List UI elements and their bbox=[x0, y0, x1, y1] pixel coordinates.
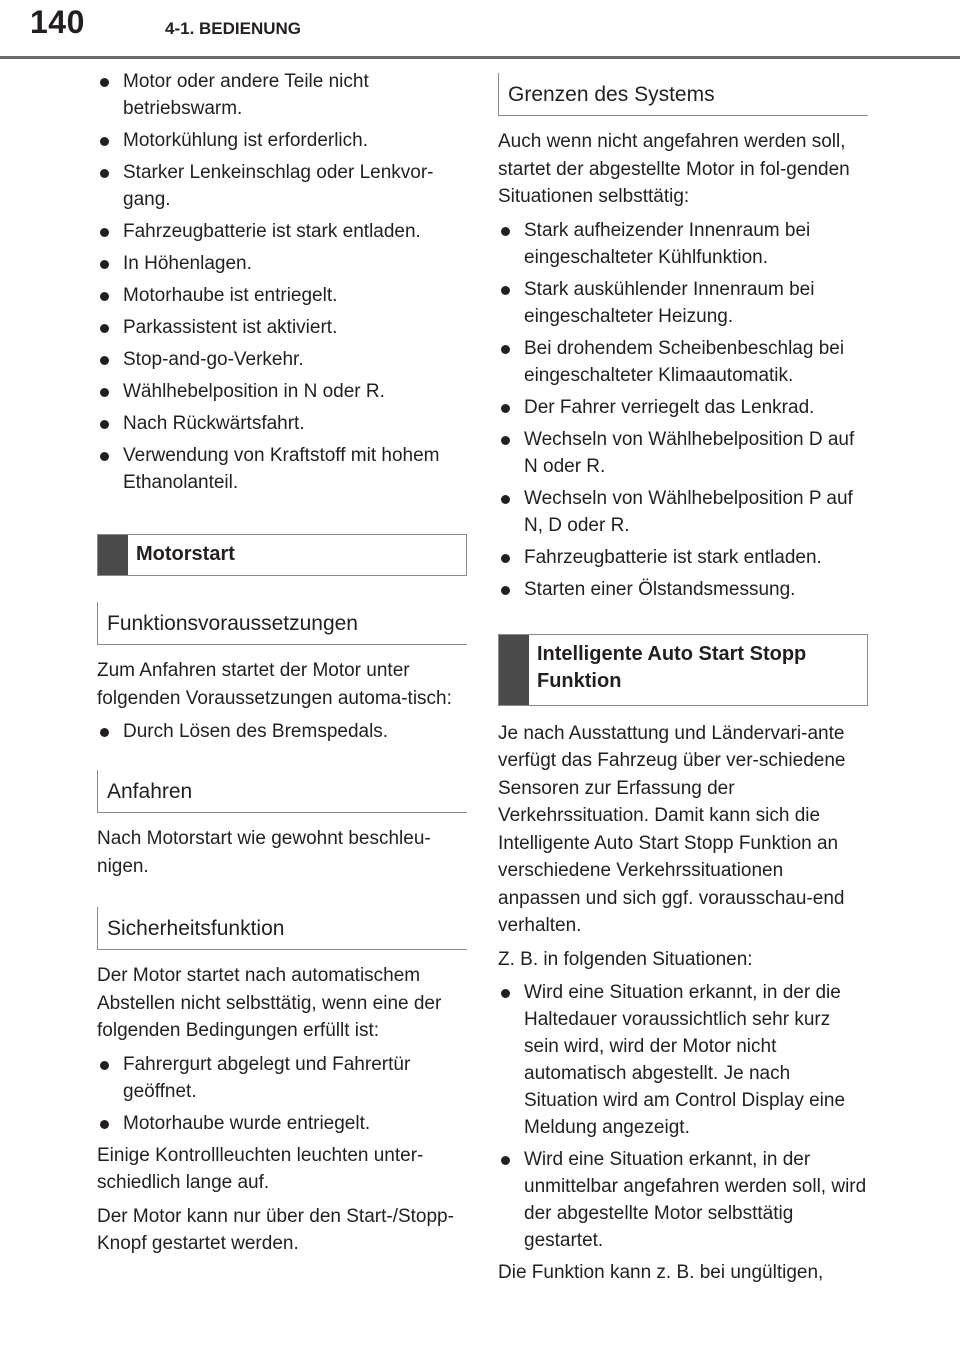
header-rule bbox=[0, 56, 960, 59]
list-item: Parkassistent ist aktiviert. bbox=[97, 314, 467, 341]
list-item: Fahrzeugbatterie ist stark entladen. bbox=[97, 218, 467, 245]
section-title: Motorstart bbox=[136, 543, 235, 565]
section-title: Intelligente Auto Start Stopp Funktion bbox=[537, 642, 807, 692]
paragraph: Je nach Ausstattung und Ländervari-ante verfügt das Fahrzeug über ver-schiedene Sensoren zur Erfassung der Verkehrssituation. Damit kann sich die Intelligente Auto Start Stopp Funktion an verschiedene Verkehrssituationen anpassen und sich ggf. vorausschau-end verhalten. bbox=[498, 722, 846, 936]
paragraph: Nach Motorstart wie gewohnt beschleu-nigen. bbox=[97, 828, 431, 877]
list-item: Bei drohendem Scheibenbeschlag bei eingeschalteter Klimaautomatik. bbox=[498, 335, 868, 389]
condition-list bbox=[97, 1051, 467, 1137]
paragraph: Z. B. in folgenden Situationen: bbox=[498, 948, 753, 970]
page-number: 140 bbox=[30, 4, 85, 40]
subheading-title: Sicherheitsfunktion bbox=[107, 917, 285, 940]
subheading-grenzen bbox=[498, 73, 868, 116]
list-item: Stark aufheizender Innenraum bei eingeschalteter Kühlfunktion. bbox=[498, 217, 868, 271]
section-marker bbox=[499, 635, 529, 705]
list-item: Wählhebelposition in N oder R. bbox=[97, 378, 467, 405]
subheading-title: Anfahren bbox=[107, 780, 193, 803]
list-item: Verwendung von Kraftstoff mit hohem Ethanolanteil. bbox=[97, 442, 467, 496]
list-item: Wird eine Situation erkannt, in der die Haltedauer voraussichtlich sehr kurz sein wird, wird der Motor nicht automatisch abgestellt. Je nach Situation wird am Control Display eine Meldung angezeigt. bbox=[498, 979, 868, 1141]
paragraph: Der Motor kann nur über den Start-/Stopp-Knopf gestartet werden. bbox=[97, 1205, 454, 1254]
list-item: Nach Rückwärtsfahrt. bbox=[97, 410, 467, 437]
condition-list bbox=[498, 217, 868, 603]
list-item: Fahrergurt abgelegt und Fahrertür geöffnet. bbox=[97, 1051, 467, 1105]
section-heading-motorstart bbox=[97, 534, 467, 576]
condition-list bbox=[498, 979, 868, 1254]
left-column bbox=[97, 68, 467, 1264]
subheading-anfahren bbox=[97, 770, 467, 813]
list-item: Wechseln von Wählhebelposition D auf N oder R. bbox=[498, 426, 868, 480]
chapter-title: 4-1. BEDIENUNG bbox=[165, 19, 302, 38]
condition-list bbox=[97, 68, 467, 496]
subheading-title: Funktionsvoraussetzungen bbox=[107, 612, 358, 635]
list-item: In Höhenlagen. bbox=[97, 250, 467, 277]
list-item: Starker Lenkeinschlag oder Lenkvor-gang. bbox=[97, 159, 467, 213]
paragraph: Auch wenn nicht angefahren werden soll, startet der abgestellte Motor in fol-genden Situationen selbsttätig: bbox=[498, 131, 850, 207]
section-heading-intelligent-auto-start-stopp bbox=[498, 634, 868, 706]
right-column bbox=[498, 68, 868, 1293]
subheading-title: Grenzen des Systems bbox=[508, 83, 715, 106]
page-header bbox=[0, 0, 960, 60]
paragraph: Der Motor startet nach automatischem Abstellen nicht selbsttätig, wenn eine der folgenden Bedingungen erfüllt ist: bbox=[97, 965, 442, 1041]
paragraph: Zum Anfahren startet der Motor unter folgenden Voraussetzungen automa-tisch: bbox=[97, 660, 452, 709]
list-item: Wird eine Situation erkannt, in der unmittelbar angefahren werden soll, wird der abgestellte Motor selbsttätig gestartet. bbox=[498, 1146, 868, 1254]
list-item: Starten einer Ölstandsmessung. bbox=[498, 576, 868, 603]
list-item: Der Fahrer verriegelt das Lenkrad. bbox=[498, 394, 868, 421]
list-item: Fahrzeugbatterie ist stark entladen. bbox=[498, 544, 868, 571]
list-item: Stop-and-go-Verkehr. bbox=[97, 346, 467, 373]
subheading-sicherheitsfunktion bbox=[97, 907, 467, 950]
paragraph: Die Funktion kann z. B. bei ungültigen, bbox=[498, 1262, 824, 1283]
list-item: Stark auskühlender Innenraum bei eingeschalteter Heizung. bbox=[498, 276, 868, 330]
condition-list bbox=[97, 718, 467, 745]
list-item: Wechseln von Wählhebelposition P auf N, D oder R. bbox=[498, 485, 868, 539]
paragraph: Einige Kontrollleuchten leuchten unter-schiedlich lange auf. bbox=[97, 1144, 424, 1193]
list-item: Motorhaube ist entriegelt. bbox=[97, 282, 467, 309]
list-item: Motor oder andere Teile nicht betriebswarm. bbox=[97, 68, 467, 122]
section-marker bbox=[98, 535, 128, 575]
list-item: Durch Lösen des Bremspedals. bbox=[97, 718, 467, 745]
list-item: Motorkühlung ist erforderlich. bbox=[97, 127, 467, 154]
list-item: Motorhaube wurde entriegelt. bbox=[97, 1110, 467, 1137]
subheading-funktionsvoraussetzungen bbox=[97, 602, 467, 645]
